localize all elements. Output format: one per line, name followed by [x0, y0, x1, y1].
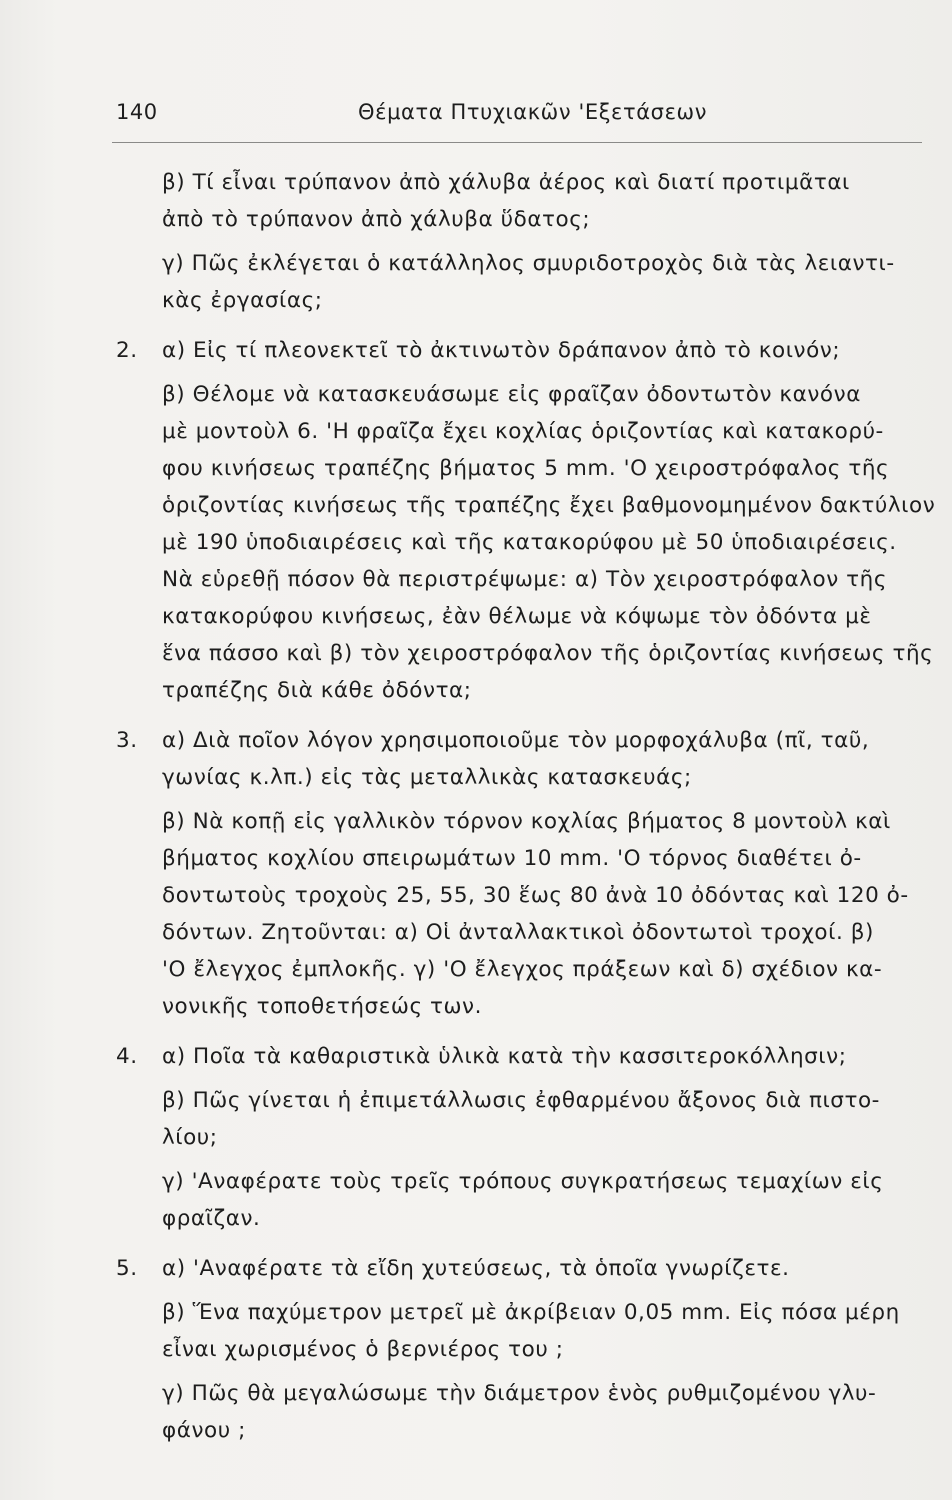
- question-paragraph: [116, 803, 940, 1025]
- text-line: λίου;: [162, 1125, 218, 1150]
- question-paragraph: [116, 164, 940, 238]
- text-line: β) Πῶς γίνεται ἡ ἐπιμετάλλωσις ἐφθαρμένου ἄξονος διὰ πιστο-: [162, 1088, 880, 1113]
- text-line: φου κινήσεως τραπέζης βήματος 5 mm. 'Ο χειροστρόφαλος τῆς: [162, 456, 890, 481]
- text-line: ἀπὸ τὸ τρύπανον ἀπὸ χάλυβα ὕδατος;: [162, 207, 591, 232]
- question-number: 2.: [116, 338, 138, 363]
- page-number: 140: [116, 100, 158, 124]
- text-line: γ) 'Αναφέρατε τοὺς τρεῖς τρόπους συγκρατήσεως τεμαχίων εἰς: [162, 1169, 884, 1194]
- question-paragraph: [116, 1250, 940, 1287]
- text-line: γωνίας κ.λπ.) εἰς τὰς μεταλλικὰς κατασκευάς;: [162, 765, 692, 790]
- text-line: ὁριζοντίας κινήσεως τῆς τραπέζης ἔχει βαθμονομημένον δακτύλιον: [162, 493, 936, 518]
- text-line: κατακορύφου κινήσεως, ἐὰν θέλωμε νὰ κόψωμε τὸν ὀδόντα μὲ: [162, 604, 872, 629]
- text-line: α) Διὰ ποῖον λόγον χρησιμοποιοῦμε τὸν μορφοχάλυβα (πῖ, ταῦ,: [162, 728, 870, 753]
- question-paragraph: [116, 1375, 940, 1449]
- text-line: ἕνα πάσσο καὶ β) τὸν χειροστρόφαλον τῆς ὁριζοντίας κινήσεως τῆς: [162, 641, 934, 666]
- question-paragraph: [116, 332, 940, 369]
- text-line: δόντων. Ζητοῦνται: α) Οἱ ἀνταλλακτικοὶ ὀδοντωτοὶ τροχοί. β): [162, 920, 874, 945]
- text-line: β) Τί εἶναι τρύπανον ἀπὸ χάλυβα ἀέρος καὶ διατί προτιμᾶται: [162, 170, 850, 195]
- question-paragraph: [116, 1038, 940, 1075]
- running-title: Θέματα Πτυχιακῶν 'Εξετάσεων: [358, 100, 708, 124]
- text-line: Νὰ εὑρεθῇ πόσον θὰ περιστρέψωμε: α) Τὸν χειροστρόφαλον τῆς: [162, 567, 887, 592]
- text-line: μὲ 190 ὑποδιαιρέσεις καὶ τῆς κατακορύφου μὲ 50 ὑποδιαιρέσεις.: [162, 530, 897, 555]
- page-header: [116, 100, 916, 130]
- question-number: 4.: [116, 1044, 138, 1069]
- text-line: φραῖζαν.: [162, 1206, 261, 1231]
- text-line: β) Ἕνα παχύμετρον μετρεῖ μὲ ἀκρίβειαν 0,05 mm. Εἰς πόσα μέρη: [162, 1300, 900, 1325]
- text-line: βήματος κοχλίου σπειρωμάτων 10 mm. 'Ο τόρνος διαθέτει ὀ-: [162, 846, 862, 871]
- text-line: α) Εἰς τί πλεονεκτεῖ τὸ ἀκτινωτὸν δράπανον ἀπὸ τὸ κοινόν;: [162, 338, 841, 363]
- text-line: γ) Πῶς θὰ μεγαλώσωμε τὴν διάμετρον ἑνὸς ρυθμιζομένου γλυ-: [162, 1381, 877, 1406]
- question-paragraph: [116, 1163, 940, 1237]
- text-line: β) Θέλομε νὰ κατασκευάσωμε εἰς φραῖζαν ὀδοντωτὸν κανόνα: [162, 382, 861, 407]
- text-line: μὲ μοντοὺλ 6. 'Η φραῖζα ἔχει κοχλίας ὁριζοντίας καὶ κατακορύ-: [162, 419, 884, 444]
- text-line: α) 'Αναφέρατε τὰ εἴδη χυτεύσεως, τὰ ὁποῖα γνωρίζετε.: [162, 1256, 790, 1281]
- text-line: τραπέζης διὰ κάθε ὀδόντα;: [162, 678, 472, 703]
- header-rule: [112, 142, 922, 143]
- question-number: 3.: [116, 728, 138, 753]
- text-line: εἶναι χωρισμένος ὁ βερνιέρος του ;: [162, 1337, 564, 1362]
- text-line: δοντωτοὺς τροχοὺς 25, 55, 30 ἕως 80 ἀνὰ 10 ὀδόντας καὶ 120 ὀ-: [162, 883, 909, 908]
- question-paragraph: [116, 245, 940, 319]
- question-paragraph: [116, 722, 940, 796]
- question-number: 5.: [116, 1256, 138, 1281]
- text-line: α) Ποῖα τὰ καθαριστικὰ ὑλικὰ κατὰ τὴν κασσιτεροκόλλησιν;: [162, 1044, 847, 1069]
- question-paragraph: [116, 1082, 940, 1156]
- text-line: 'Ο ἔλεγχος ἐμπλοκῆς. γ) 'Ο ἔλεγχος πράξεων καὶ δ) σχέδιον κα-: [162, 957, 883, 982]
- questions-text: [116, 164, 940, 1449]
- question-paragraph: [116, 1294, 940, 1368]
- text-line: γ) Πῶς ἐκλέγεται ὁ κατάλληλος σμυριδοτροχὸς διὰ τὰς λειαντι-: [162, 251, 895, 276]
- text-line: κὰς ἐργασίας;: [162, 288, 323, 313]
- text-line: β) Νὰ κοπῇ εἰς γαλλικὸν τόρνον κοχλίας βήματος 8 μοντοὺλ καὶ: [162, 809, 891, 834]
- text-line: φάνου ;: [162, 1418, 246, 1443]
- text-line: νονικῆς τοποθετήσεώς των.: [162, 994, 482, 1019]
- question-paragraph: [116, 376, 940, 709]
